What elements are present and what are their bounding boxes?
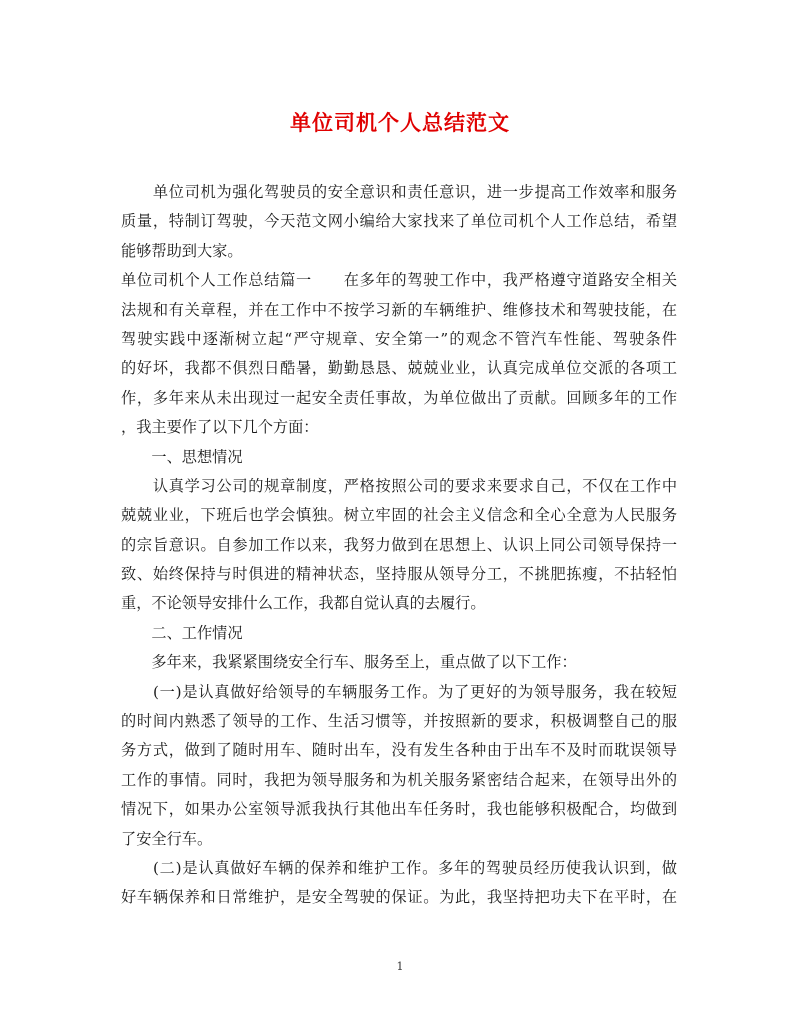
body-line: 工作的事情。同时，我把为领导服务和为机关服务紧密结合起来，在领导出外的 [121,770,677,789]
body-line: 的宗旨意识。自参加工作以来，我努力做到在思想上、认识上同公司领导保持一 [121,535,677,554]
section-heading: 一、思想情况 [121,447,243,466]
body-line: 能够帮助到大家。 [121,241,243,260]
body-line: 致、始终保持与时俱进的精神状态，坚持服从领导分工，不挑肥拣瘦，不拈轻怕 [121,565,677,584]
body-line: 单位司机个人工作总结篇一 在多年的驾驶工作中，我严格遵守道路安全相关 [121,271,677,290]
body-line: 多年来，我紧紧围绕安全行车、服务至上，重点做了以下工作： [121,653,577,672]
body-line: ，我主要作了以下几个方面： [121,418,319,437]
body-line: 情况下，如果办公室领导派我执行其他出车任务时，我也能够积极配合，均做到 [121,800,677,819]
section-heading: 二、工作情况 [121,623,243,642]
body-line: 法规和有关章程，并在工作中不按学习新的车辆维护、维修技术和驾驶技能，在 [121,300,677,319]
document-body [121,178,677,913]
body-line: 单位司机为强化驾驶员的安全意识和责任意识，进一步提高工作效率和服务 [121,183,677,201]
body-line: 的好坏，我都不俱烈日酷暑，勤勤恳恳、兢兢业业，认真完成单位交派的各项工 [121,359,677,378]
body-line: 质量，特制订驾驶，今天范文网小编给大家找来了单位司机个人工作总结，希望 [121,212,677,231]
body-line: 作，多年来从未出现过一起安全责任事故，为单位做出了贡献。回顾多年的工作 [121,388,677,407]
page-number: 1 [396,960,404,973]
body-line: 认真学习公司的规章制度，严格按照公司的要求来要求自己，不仅在工作中 [121,476,677,495]
document-title: 单位司机个人总结范文 [290,110,510,135]
body-line: (一)是认真做好给领导的车辆服务工作。为了更好的为领导服务，我在较短 [121,682,677,701]
body-line: 了安全行车。 [121,829,213,848]
body-line: (二)是认真做好车辆的保养和维护工作。多年的驾驶员经历使我认识到，做 [121,858,677,877]
body-line: 的时间内熟悉了领导的工作、生活习惯等，并按照新的要求，积极调整自己的服 [121,712,677,731]
body-line: 兢兢业业，下班后也学会慎独。树立牢固的社会主义信念和全心全意为人民服务 [121,506,677,525]
body-line: 务方式，做到了随时用车、随时出车，没有发生各种由于出车不及时而耽误领导 [121,741,677,760]
body-line: 重，不论领导安排什么工作，我都自觉认真的去履行。 [121,594,486,613]
body-line: 驾驶实践中逐渐树立起“严守规章、安全第一”的观念不管汽车性能、驾驶条件 [121,329,677,348]
body-line: 好车辆保养和日常维护，是安全驾驶的保证。为此，我坚持把功夫下在平时，在 [121,888,677,907]
